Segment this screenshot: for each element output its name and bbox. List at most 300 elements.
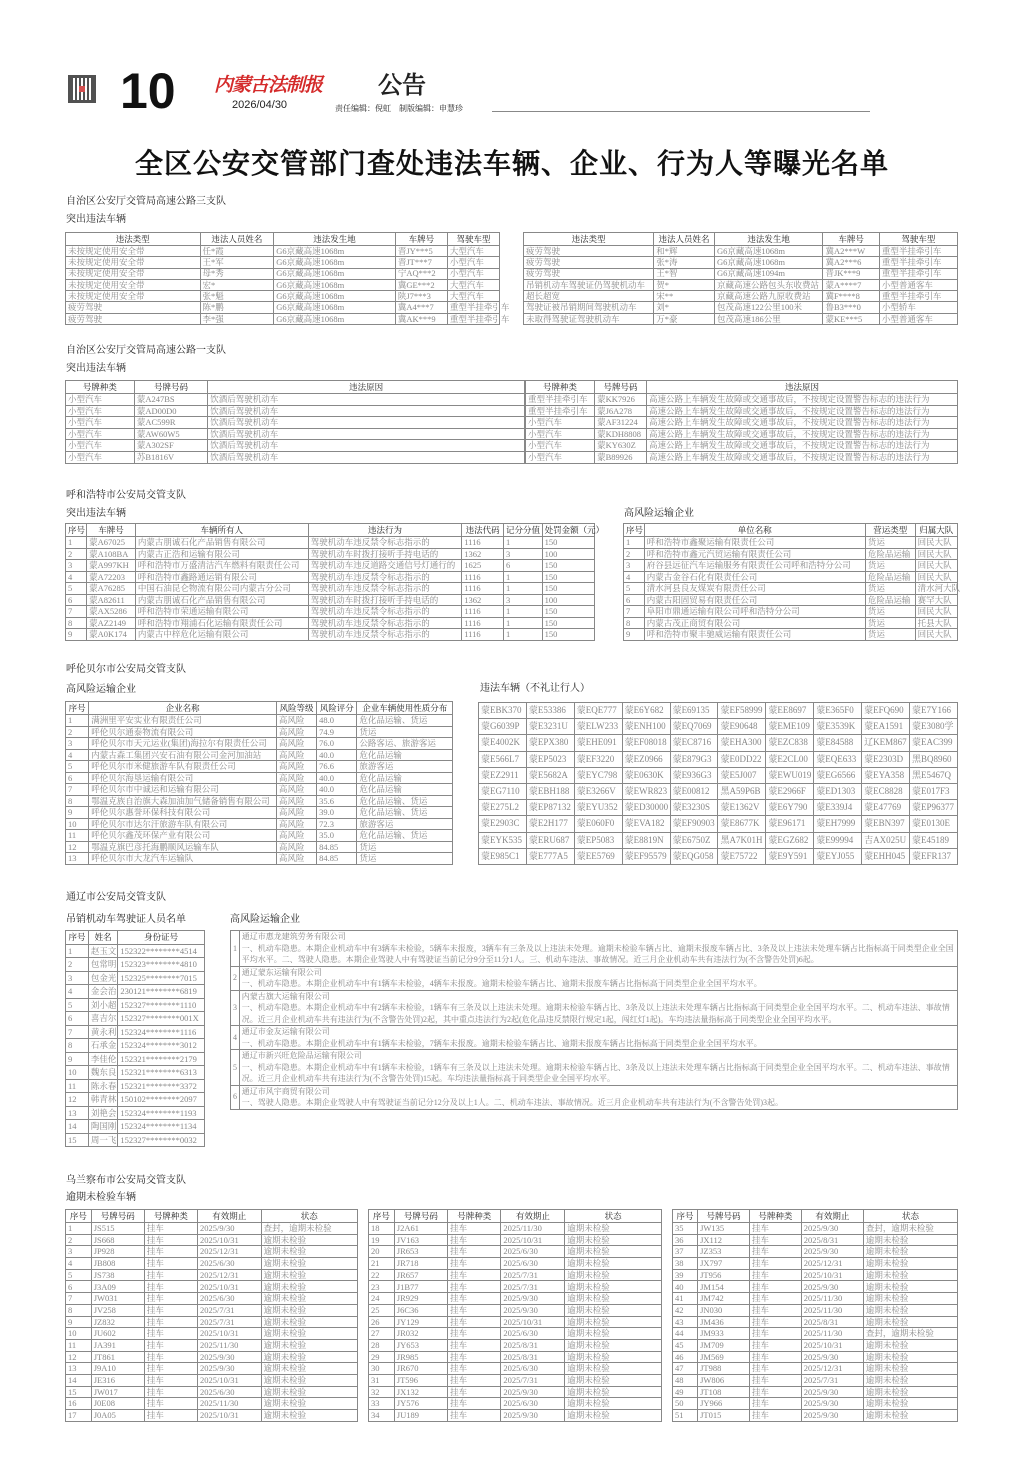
table-row — [66, 830, 453, 842]
table-cell: 1 — [504, 571, 543, 583]
table-cell: 内蒙古正浩和运输有限公司 — [135, 548, 308, 560]
table-cell: 7 — [66, 784, 89, 796]
table-cell: 24 — [369, 1293, 395, 1305]
table-cell: 2 — [66, 958, 89, 972]
table-cell: 152327********001X — [118, 1012, 205, 1026]
table-cell: 蒙ERU687 — [526, 832, 574, 848]
table-cell: 高风险 — [276, 853, 316, 865]
table-cell: 2025/11/30 — [501, 1223, 565, 1235]
table-cell: 2025/10/31 — [197, 1410, 261, 1422]
table-cell: 152323********4810 — [118, 958, 205, 972]
table-cell: 货运 — [357, 726, 453, 738]
table-row — [526, 428, 958, 440]
table-cell: 辽KEM867 — [862, 735, 910, 751]
enterprise-name: 通辽市新兴旺危险品运输有限公司 — [241, 1051, 362, 1060]
table-cell: 回民大队 — [915, 571, 957, 583]
table-cell: JM933 — [698, 1328, 750, 1340]
table-cell: 蒙E3231U — [526, 719, 574, 735]
table-cell: 高风险 — [276, 749, 316, 761]
table-cell: 查封，逾期未检验 — [261, 1223, 357, 1235]
table-cell: 逾期未检验 — [261, 1234, 357, 1246]
header-row — [369, 1210, 662, 1223]
column-header: 违法代码 — [462, 524, 504, 537]
table-cell: 230121********6819 — [118, 985, 205, 999]
table-cell: 蒙EZC838 — [766, 735, 814, 751]
table-cell: 逾期未检验 — [261, 1410, 357, 1422]
table-cell: 蒙EYK535 — [479, 832, 527, 848]
column-header: 号牌种类 — [526, 381, 595, 394]
table-cell: 高风险 — [276, 761, 316, 773]
table-cell: 逾期未检验 — [261, 1281, 357, 1293]
table-cell: 1 — [66, 715, 89, 727]
table-cell: 蒙EG6566 — [814, 767, 862, 783]
row-number: 2 — [231, 966, 240, 990]
column-header: 违法类型 — [524, 233, 654, 246]
table-cell: 高风险 — [276, 830, 316, 842]
table-cell: 呼伦贝尔海垦运输有限公司 — [89, 772, 277, 784]
table-cell: JM569 — [698, 1351, 750, 1363]
table-cell: 高风险 — [276, 807, 316, 819]
table-cell: 150 — [542, 617, 594, 629]
overdue-inspection-table-1 — [65, 1209, 358, 1422]
table-cell: 挂车 — [749, 1269, 801, 1281]
table-row — [66, 1410, 358, 1422]
header-row — [524, 233, 958, 246]
table-cell: 宁AQ***2 — [395, 268, 447, 279]
table-cell: 蒙E75722 — [718, 848, 766, 864]
table-cell: JW031 — [91, 1293, 144, 1305]
table-cell: 大型汽车 — [447, 279, 499, 290]
table-cell: 超长超宽 — [524, 291, 654, 302]
table-cell: 蒙AW60W5 — [134, 428, 207, 440]
table-cell: 蒙AX5286 — [87, 606, 136, 618]
column-header: 驾驶车型 — [447, 233, 499, 246]
table-cell: 45 — [673, 1339, 698, 1351]
table-cell: 蒙EHH045 — [862, 848, 910, 864]
table-row — [479, 816, 958, 832]
table-cell: JW017 — [91, 1386, 144, 1398]
table-cell: 鄂温克族自治旗大森加油加气储备销售有限公司 — [89, 795, 277, 807]
table-cell: 7 — [624, 606, 645, 618]
table-row — [369, 1374, 662, 1386]
table-cell: 王*军 — [200, 257, 274, 268]
table-cell: 2025/10/31 — [197, 1281, 261, 1293]
table-cell: 挂车 — [448, 1258, 501, 1270]
table-row — [369, 1223, 662, 1235]
table-cell: 4 — [66, 985, 89, 999]
table-cell: JS668 — [91, 1234, 144, 1246]
table-cell: 清水河大队 — [915, 583, 957, 595]
table-row — [369, 1410, 662, 1422]
table-cell: 呼和浩特市聚丰驰威运输有限责任公司 — [644, 629, 865, 641]
table-row — [66, 560, 595, 572]
table-cell: JE316 — [91, 1374, 144, 1386]
table-cell: 饮酒后驾驶机动车 — [208, 405, 525, 417]
table-cell: 2025/10/31 — [197, 1328, 261, 1340]
table-row — [66, 1066, 205, 1080]
table-cell: 逾期未检验 — [565, 1223, 662, 1235]
table-cell: 36 — [673, 1234, 698, 1246]
table-row — [673, 1374, 958, 1386]
column-header: 违法发生地 — [714, 233, 823, 246]
table-row — [66, 1293, 358, 1305]
table-cell: 2025/10/31 — [197, 1234, 261, 1246]
table-cell: 2025/6/30 — [197, 1258, 261, 1270]
table-cell: 陈*鹏 — [200, 302, 274, 313]
table-row — [66, 1363, 358, 1375]
enterprise-risk-text: 一、机动车隐患。本期企业机动车中有2辆车未检验，1辆车有三条及以上违法未处理。逾期未检验车辆占比、3条及以上违法未处理车辆占比指标高于同类型企业全国平均水平。二、机动车违法、事故情况。近三月企业机动车共有违法行为(不含警告处罚)2起，其中重点违法行为2起(危化品违反禁限行规定1起，闯红灯1起)。车均违法量指标高于同类型企业全国平均水平。 — [241, 1003, 950, 1024]
table-cell: 1116 — [462, 537, 504, 549]
column-header: 身份证号 — [118, 931, 205, 945]
table-cell: 蒙EYC798 — [574, 767, 622, 783]
table-cell: 高风险 — [276, 715, 316, 727]
table-cell: 疲劳驾驶 — [524, 257, 654, 268]
table-cell: 挂车 — [144, 1304, 197, 1316]
table-cell: 回民大队 — [915, 560, 957, 572]
column-header: 单位名称 — [644, 524, 865, 537]
table-cell: 3 — [66, 738, 89, 750]
table-cell: 呼伦贝尔市天元运业(集团)海拉尔有限责任公司 — [89, 738, 277, 750]
table-cell: 逾期未检验 — [565, 1258, 662, 1270]
table-cell: 未按规定使用安全带 — [66, 246, 201, 257]
section-subtitle: 高风险运输企业 — [230, 914, 300, 925]
table-cell: 蒙EA1591 — [862, 719, 910, 735]
table-cell: 2025/9/30 — [501, 1304, 565, 1316]
table-cell: 11 — [66, 830, 89, 842]
section-org: 呼伦贝尔市公安局交管支队 — [66, 664, 186, 675]
table-cell: 高速公路上车辆发生故障或交通事故后，不按规定设置警告标志的违法行为 — [646, 440, 957, 452]
table-cell: 挂车 — [749, 1351, 801, 1363]
column-header: 序号 — [369, 1210, 395, 1223]
table-cell: 清水河县良友煤炭有限责任公司 — [644, 583, 865, 595]
table-cell: 84.85 — [317, 841, 357, 853]
table-cell: 蒙E3266V — [574, 783, 622, 799]
table-cell: 母*秀 — [200, 268, 274, 279]
table-cell: 回民大队 — [915, 606, 957, 618]
table-row — [524, 268, 958, 279]
table-cell: 13 — [66, 1106, 89, 1120]
table-cell: 蒙E90648 — [718, 719, 766, 735]
table-cell: 蒙ED1303 — [814, 783, 862, 799]
table-cell: 未按规定使用安全带 — [66, 268, 201, 279]
table-cell: 蒙E53386 — [526, 703, 574, 719]
table-cell: 蒙EE5769 — [574, 848, 622, 864]
column-header: 违法发生地 — [274, 233, 396, 246]
table-row — [369, 1398, 662, 1410]
table-cell: 小型汽车 — [526, 451, 595, 463]
table-row — [369, 1363, 662, 1375]
table-row — [66, 1133, 205, 1147]
table-cell: 逾期未检验 — [863, 1293, 957, 1305]
table-cell: 蒙EP96377 — [910, 800, 958, 816]
drunk-driving-table — [65, 380, 525, 464]
table-cell: 内蒙古朋诚石化产品销售有限公司 — [135, 594, 308, 606]
table-cell: 魏东良 — [88, 1066, 117, 1080]
table-cell: 危险品运输 — [865, 571, 915, 583]
table-cell: 包茂高速122公里100米 — [714, 302, 823, 313]
section-org: 通辽市公安局交管支队 — [66, 892, 166, 903]
enterprise-detail — [239, 1026, 957, 1050]
table-cell: 驾驶机动车时拨打接听手持电话的 — [308, 594, 461, 606]
table-cell: 2025/11/30 — [197, 1398, 261, 1410]
table-cell: 逾期未检验 — [261, 1398, 357, 1410]
table-cell: 8 — [66, 617, 87, 629]
table-cell: 9 — [624, 629, 645, 641]
table-cell: 呼伦贝尔通泰物流有限公司 — [89, 726, 277, 738]
table-cell: 2025/12/31 — [197, 1246, 261, 1258]
table-cell: 小型汽车 — [66, 428, 135, 440]
table-cell: 逾期未检验 — [863, 1258, 957, 1270]
table-row — [66, 428, 525, 440]
table-cell: 小型汽车 — [447, 257, 499, 268]
table-cell: 旅游客运 — [357, 818, 453, 830]
enterprise-name: 通辽市惠龙建筑劳务有限公司 — [241, 932, 346, 941]
table-cell: 呼伦贝尔市米健旅游车队有限责任公司 — [89, 761, 277, 773]
enterprise-row — [231, 1026, 958, 1050]
table-cell: 冀AK***9 — [395, 313, 447, 324]
table-cell: 14 — [66, 1374, 92, 1386]
table-cell: 内蒙古朋诚石化产品销售有限公司 — [135, 537, 308, 549]
table-cell: 35.0 — [317, 830, 357, 842]
table-cell: J9A10 — [91, 1363, 144, 1375]
table-cell: 2025/10/31 — [197, 1374, 261, 1386]
table-row — [66, 998, 205, 1012]
table-cell: 蒙E060F0 — [574, 816, 622, 832]
table-row — [369, 1316, 662, 1328]
table-cell: 挂车 — [144, 1398, 197, 1410]
table-row — [66, 394, 525, 406]
table-cell: 挂车 — [448, 1398, 501, 1410]
editors-line: 责任编辑：倪虹 制版编辑：申慧珍 — [335, 104, 463, 113]
table-row — [673, 1258, 958, 1270]
table-cell: 152325********7015 — [118, 971, 205, 985]
table-row — [66, 1398, 358, 1410]
table-cell: 6 — [624, 594, 645, 606]
table-cell: 小型汽车 — [66, 451, 135, 463]
table-cell: 100 — [542, 548, 594, 560]
table-cell: 2025/11/30 — [801, 1293, 863, 1305]
column-header: 号牌号码 — [394, 1210, 447, 1223]
issue-date: 2026/04/30 — [232, 99, 288, 111]
table-cell: 逾期未检验 — [261, 1269, 357, 1281]
column-header: 违法人员姓名 — [654, 233, 715, 246]
table-cell: 蒙EBK370 — [479, 703, 527, 719]
table-cell: 9 — [66, 807, 89, 819]
table-cell: 152321********2179 — [118, 1052, 205, 1066]
table-cell: 逾期未检验 — [863, 1374, 957, 1386]
section-subtitle: 突出违法车辆 — [66, 363, 126, 374]
table-row — [479, 735, 958, 751]
table-cell: 32 — [369, 1386, 395, 1398]
table-cell: 小型汽车 — [526, 440, 595, 452]
table-cell: 逾期未检验 — [863, 1398, 957, 1410]
table-row — [66, 313, 500, 324]
table-cell: 蒙E69135 — [670, 703, 718, 719]
table-cell: 蒙EHA300 — [718, 735, 766, 751]
column-header: 序号 — [66, 524, 87, 537]
table-cell: 9 — [66, 629, 87, 641]
table-cell: 6 — [66, 772, 89, 784]
table-cell: 1362 — [462, 594, 504, 606]
column-header: 序号 — [66, 931, 89, 945]
table-row — [524, 313, 958, 324]
table-row — [66, 1012, 205, 1026]
table-cell: 152327********0032 — [118, 1133, 205, 1147]
table-row — [66, 795, 453, 807]
table-cell: 152324********1193 — [118, 1106, 205, 1120]
table-row — [624, 548, 958, 560]
table-cell: 2025/9/30 — [801, 1246, 863, 1258]
table-cell: 张*涛 — [654, 257, 715, 268]
table-cell: 赵玉文 — [88, 944, 117, 958]
table-cell: 重型半挂牵引车 — [879, 246, 957, 257]
table-cell: 8 — [66, 1039, 89, 1053]
table-cell: 蒙E777A5 — [526, 848, 574, 864]
column-header: 序号 — [673, 1210, 698, 1223]
table-cell: 5 — [66, 583, 87, 595]
table-row — [624, 571, 958, 583]
table-cell: 2025/12/31 — [801, 1258, 863, 1270]
column-header: 序号 — [66, 1210, 92, 1223]
table-cell: 逾期未检验 — [863, 1304, 957, 1316]
hohhot-violations-table — [65, 523, 605, 641]
table-cell: 蒙A997KH — [87, 560, 136, 572]
table-cell: 3 — [624, 560, 645, 572]
table-cell: G6京藏高速1068m — [274, 291, 396, 302]
table-cell: 中国石油昆仑物流有限公司内蒙古分公司 — [135, 583, 308, 595]
table-cell: 黑A59P6B — [718, 783, 766, 799]
table-cell: 8 — [66, 795, 89, 807]
table-row — [673, 1234, 958, 1246]
table-cell: JT015 — [698, 1410, 750, 1422]
table-cell: 29 — [369, 1351, 395, 1363]
table-cell: 蒙E47769 — [862, 800, 910, 816]
table-cell: 40.0 — [317, 749, 357, 761]
table-cell: 蒙EG7110 — [479, 783, 527, 799]
table-cell: JZ832 — [91, 1316, 144, 1328]
table-row — [369, 1234, 662, 1246]
table-row — [673, 1293, 958, 1305]
table-cell: 蒙E879G3 — [670, 751, 718, 767]
table-cell: 金会治 — [88, 985, 117, 999]
section-subtitle: 逾期未检验车辆 — [66, 1192, 136, 1203]
row-number: 3 — [231, 990, 240, 1026]
table-row — [673, 1223, 958, 1235]
revoked-license-table — [65, 930, 205, 1147]
table-cell: 21 — [369, 1258, 395, 1270]
table-cell: 蒙E2CL00 — [766, 751, 814, 767]
table-cell: 挂车 — [749, 1223, 801, 1235]
column-header: 有效期止 — [501, 1210, 565, 1223]
table-cell: 鄂温克旗巴彦托海鹏顺风运输车队 — [89, 841, 277, 853]
table-cell: 2025/9/30 — [197, 1351, 261, 1363]
table-cell: 43 — [673, 1316, 698, 1328]
table-cell: 2025/8/31 — [501, 1339, 565, 1351]
table-cell: 蒙E3080学 — [910, 719, 958, 735]
table-cell: 重型半挂牵引车 — [447, 313, 499, 324]
table-cell: 2025/10/31 — [801, 1269, 863, 1281]
table-cell: 76.6 — [317, 761, 357, 773]
table-cell: 9 — [66, 1316, 92, 1328]
table-cell: 呼和浩特市鑫聚运输有限责任公司 — [644, 537, 865, 549]
table-cell: 挂车 — [749, 1246, 801, 1258]
table-cell: 货运 — [865, 606, 915, 618]
column-header: 号牌种类 — [144, 1210, 197, 1223]
table-cell: 逾期未检验 — [863, 1339, 957, 1351]
table-cell: 5 — [66, 761, 89, 773]
table-row — [66, 1246, 358, 1258]
column-header: 姓名 — [88, 931, 117, 945]
table-cell: 呼伦贝尔惠誉环保科技有限公司 — [89, 807, 277, 819]
table-cell: 2025/11/30 — [801, 1328, 863, 1340]
table-cell: 4 — [66, 571, 87, 583]
table-row — [66, 1025, 205, 1039]
enterprise-risk-text: 一、机动车隐患。本期企业机动车中有1辆车未检验，4辆车未报废。逾期未检验车辆占比、逾期未报废车辆占比指标高于同类型企业全国平均水平。 — [241, 979, 762, 988]
table-cell: G6京藏高速1068m — [714, 257, 823, 268]
table-cell: 150 — [542, 571, 594, 583]
table-row — [66, 617, 595, 629]
table-cell: 7 — [66, 606, 87, 618]
table-cell: 逾期未检验 — [261, 1246, 357, 1258]
table-cell: JU602 — [91, 1328, 144, 1340]
table-cell: 挂车 — [749, 1398, 801, 1410]
table-cell: JY576 — [394, 1398, 447, 1410]
table-cell: 2025/6/30 — [501, 1328, 565, 1340]
column-header: 记分分值 — [504, 524, 543, 537]
table-cell: 逾期未检验 — [863, 1269, 957, 1281]
table-cell: 挂车 — [448, 1316, 501, 1328]
table-cell: JT861 — [91, 1351, 144, 1363]
table-cell: 1116 — [462, 583, 504, 595]
table-cell: 高风险 — [276, 795, 316, 807]
table-row — [526, 440, 958, 452]
table-cell: 51 — [673, 1410, 698, 1422]
table-cell: 12 — [66, 841, 89, 853]
table-cell: 蒙EP87132 — [526, 800, 574, 816]
table-row — [369, 1293, 662, 1305]
table-cell: 49 — [673, 1386, 698, 1398]
table-cell: 20 — [369, 1246, 395, 1258]
tongliao-enterprise-table — [230, 930, 958, 1110]
table-cell: 2025/9/30 — [197, 1223, 261, 1235]
table-cell: 逾期未检验 — [261, 1258, 357, 1270]
table-cell: 蒙E8819N — [622, 832, 670, 848]
table-row — [66, 1093, 205, 1107]
table-cell: 挂车 — [749, 1328, 801, 1340]
enterprise-risk-text: 一、机动车隐患。本期企业机动车中有1辆车未检验，1辆车有三条及以上违法未处理。逾期未检验车辆占比、3条及以上违法未处理车辆占比指标高于同类型企业全国平均水平。二、机动车违法、事故情况。近三月企业机动车共有违法行为(不含警告处罚)15起。车均违法量指标高于同类型企业全国平均水平。 — [241, 1062, 950, 1083]
table-cell: 150102********2097 — [118, 1093, 205, 1107]
table-row — [66, 291, 500, 302]
column-header: 处罚金额（元） — [542, 524, 594, 537]
table-cell: 蒙AD00D0 — [134, 405, 207, 417]
table-cell: 高风险 — [276, 726, 316, 738]
table-cell: 京藏高速公路包头东收费站 — [714, 279, 823, 290]
table-cell: 石承金 — [88, 1039, 117, 1053]
table-cell: 危化品运输 — [357, 772, 453, 784]
table-row — [66, 1269, 358, 1281]
table-cell: 4 — [624, 571, 645, 583]
table-cell: 挂车 — [448, 1339, 501, 1351]
table-cell: 50 — [673, 1398, 698, 1410]
table-cell: J0A05 — [91, 1410, 144, 1422]
table-row — [66, 1316, 358, 1328]
table-cell: 蒙EWU019 — [766, 767, 814, 783]
table-cell: 47 — [673, 1363, 698, 1375]
table-cell: 高速公路上车辆发生故障或交通事故后，不按规定设置警告标志的违法行为 — [646, 417, 957, 429]
table-cell: 蒙EFR137 — [910, 848, 958, 864]
table-cell: J6C36 — [394, 1304, 447, 1316]
table-cell: 冀A4***7 — [395, 302, 447, 313]
